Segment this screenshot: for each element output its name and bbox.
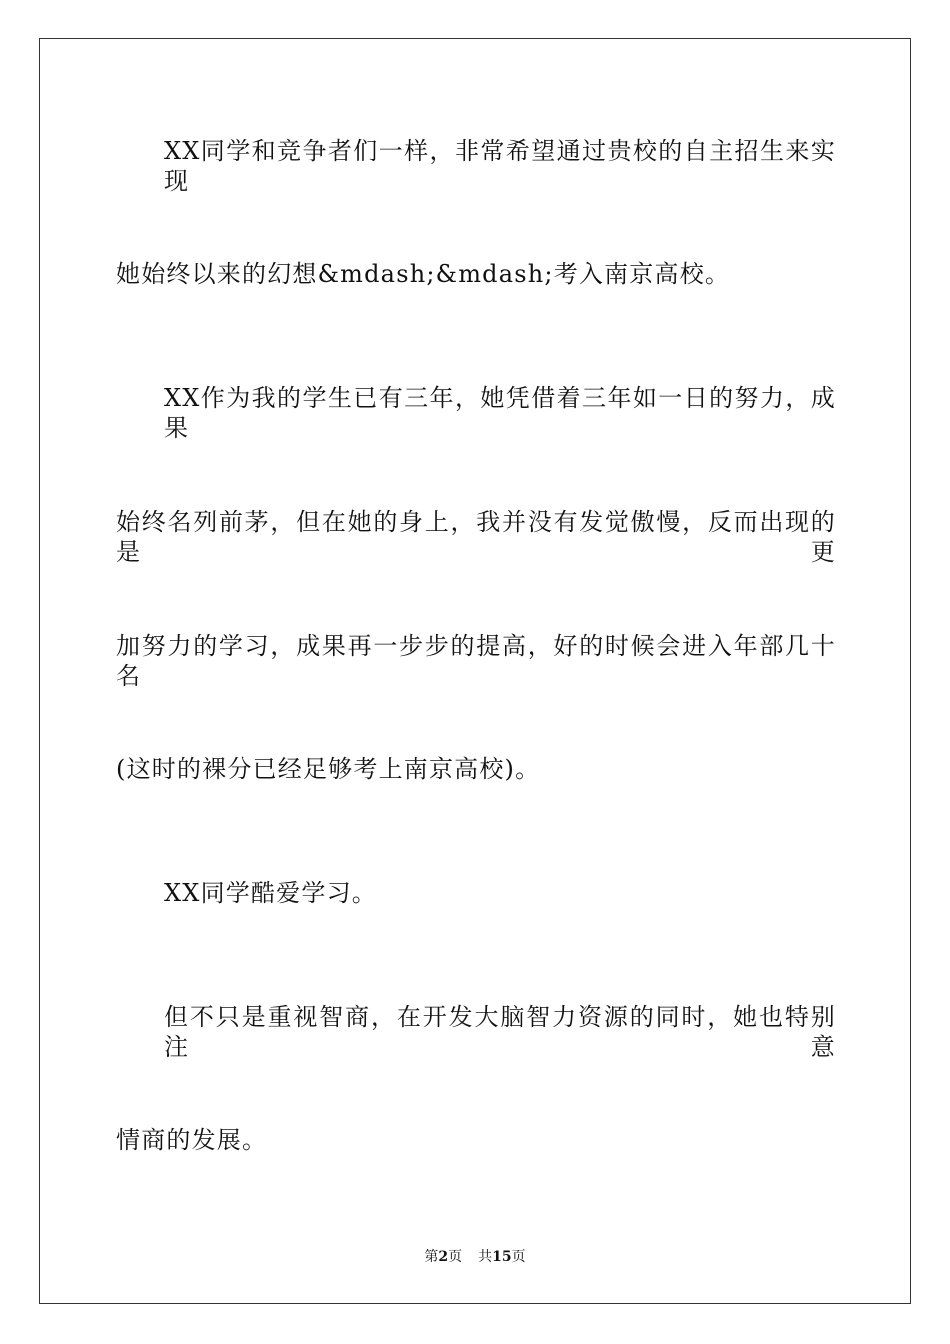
footer-total-pages: 15 [492, 1249, 512, 1265]
paragraph-4-line-1: 但不只是重视智商，在开发大脑智力资源的同时，她也特别注意 [164, 1003, 836, 1061]
paragraph-2-line-4: (这时的裸分已经足够考上南京高校)。 [116, 755, 541, 783]
footer-total-suffix: 页 [511, 1249, 526, 1265]
paragraph-2-line-1: XX作为我的学生已有三年，她凭借着三年如一日的努力，成果 [164, 384, 836, 442]
page-footer [0, 1246, 950, 1266]
paragraph-4-line-2: 情商的发展。 [116, 1126, 268, 1154]
paragraph-1-line-2: 她始终以来的幻想&mdash;&mdash;考入南京高校。 [116, 260, 731, 288]
footer-total-prefix: 共 [478, 1249, 493, 1265]
paragraph-2-line-3: 加努力的学习，成果再一步步的提高，好的时候会进入年部几十名 [116, 632, 836, 690]
footer-page-number: 2 [438, 1249, 449, 1265]
paragraph-1-line-1: XX同学和竞争者们一样，非常希望通过贵校的自主招生来实现 [164, 137, 836, 195]
footer-page-prefix: 第 [424, 1249, 439, 1265]
paragraph-3-line-1: XX同学酷爱学习。 [164, 879, 377, 907]
footer-page-suffix: 页 [448, 1249, 463, 1265]
paragraph-2-line-2: 始终名列前茅，但在她的身上，我并没有发觉傲慢，反而出现的是更 [116, 508, 836, 566]
